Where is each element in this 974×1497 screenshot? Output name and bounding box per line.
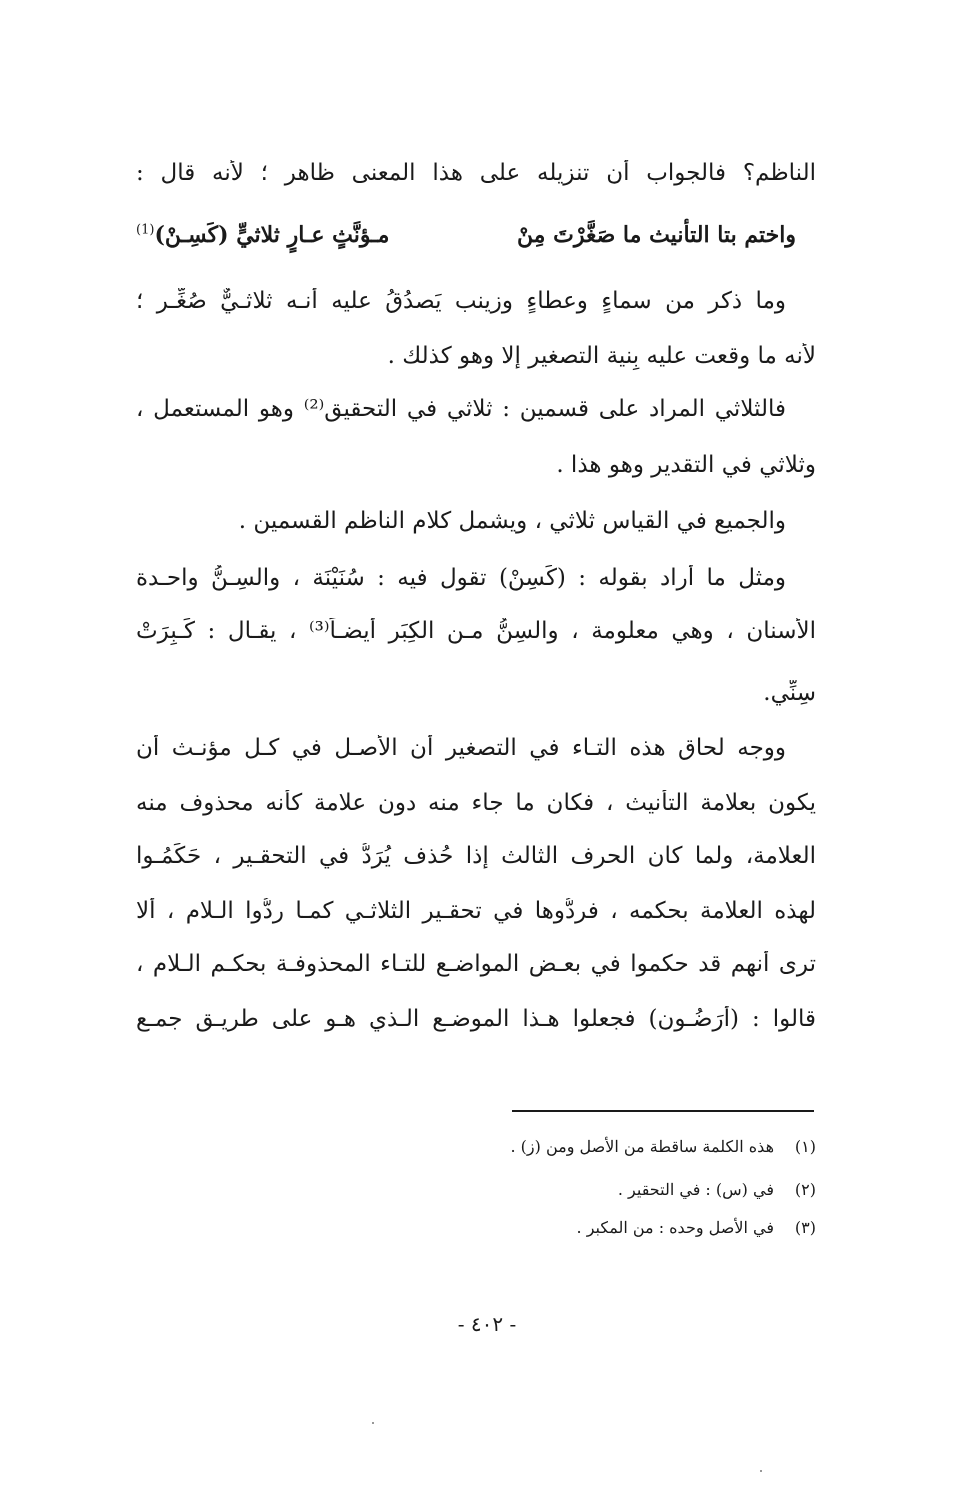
body-line-3: لأنه ما وقعت عليه بِنية التصغير إلا وهو كذلك . [387,343,816,369]
scan-speck [760,1470,762,1472]
body-line-6: والجميع في القياس ثلاثي ، ويشمل كلام الناظم القسمين . [238,508,786,534]
body-line-14: ترى أنهم قد حكموا في بعـض المواضـع للتـاء المحذوفـة بحكـم الـلام ، [136,951,816,977]
body-line-2: وما ذكر من سماءٍ وعطاءٍ وزينب يَصدُقُ عليه أنـه ثلاثـيٌّ صُغِّـر ؛ [136,288,786,314]
scan-speck [372,1422,374,1424]
body-line-4: فالثلاثي المراد على قسمين : ثلاثي في التحقيق⁽²⁾ وهو المستعمل ، [136,396,786,422]
footnote-number: (٣) [794,1218,816,1237]
body-line-13: لهذه العلامة بحكمه ، فردُّوها في تحقـير الثلاثـي كمـا ردُّوا الـلام ، ألا [136,898,816,924]
body-line-9: سِنِّي. [763,680,816,706]
footnote-text: هذه الكلمة ساقطة من الأصل ومن (ز) . [510,1137,774,1156]
body-line-10: ووجه لحاق هذه التـاء في التصغير أن الأصـل في كـل مؤنـث أن [136,735,786,761]
footnote-number: (٢) [794,1180,816,1199]
verse [136,222,816,248]
footnote-text: في الأصل وحده : من المكبر . [576,1218,774,1237]
footnote-3 [136,1218,816,1237]
body-line-1: الناظم؟ فالجواب أن تنزيله على هذا المعنى ظاهر ؛ لأنه قال : [136,160,816,186]
body-line-12: العلامة، ولما كان الحرف الثالث إذا حُذف يُرَدُّ في التحقـير ، حَكَمُـوا [136,843,816,869]
page-number: - ٤٠٢ - [457,1312,517,1336]
body-line-8: الأسنان ، وهي معلومة ، والسِنُّ مـن الكِبَر أيضـاً⁽³⁾ ، يقـال : كَـبِرَتْ [136,618,816,644]
verse-second-hemistich-text: مـؤنَّثٍ عـارٍ ثلاثيٍّ (كَسِـنْ) [154,222,390,248]
body-line-5: وثلاثي في التقدير وهو هذا . [556,452,816,478]
footnote-2 [136,1180,816,1199]
verse-footnote-mark: (1) [136,222,155,238]
body-line-7: ومثل ما أراد بقوله : (كَسِنْ) تقول فيه : سُنَيْنَة ، والسِـنُّ واحـدة [136,565,786,591]
body-line-11: يكون بعلامة التأنيث ، فكان ما جاء منه دون علامة كأنه محذوف منه [136,790,816,816]
body-line-15: قالوا : (أَرَضُـون) فجعلوا هـذا الموضـع الـذي هـو على طريـق جمـع [136,1006,816,1032]
footnote-1 [136,1137,816,1156]
footnote-separator [512,1110,814,1112]
footnote-text: في (س) : في التحقير . [617,1180,774,1199]
footnote-number: (١) [794,1137,816,1156]
verse-second-hemistich [136,222,389,248]
verse-first-hemistich: واختم بتا التأنيث ما صَغَّرْتَ مِنْ [516,222,796,248]
